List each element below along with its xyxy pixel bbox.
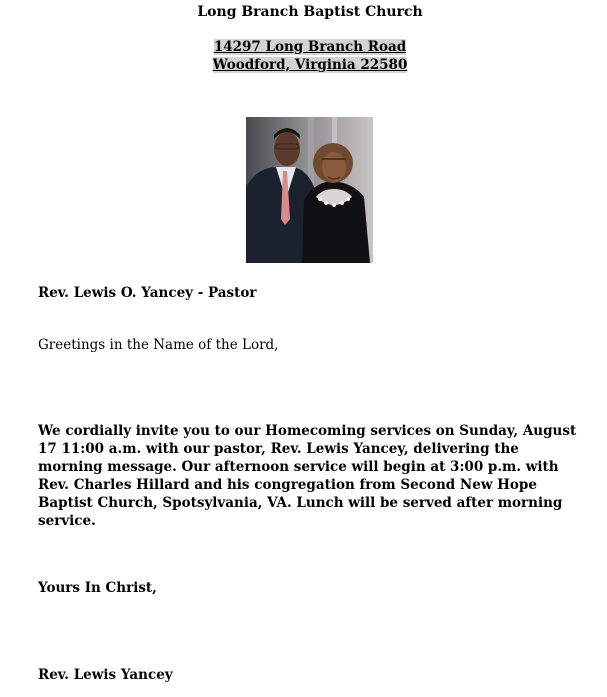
closing: Yours In Christ, — [38, 580, 157, 596]
greeting: Greetings in the Name of the Lord, — [38, 337, 279, 353]
address-line-2: Woodford, Virginia 22580 — [212, 57, 408, 73]
signature: Rev. Lewis Yancey — [38, 667, 173, 683]
church-name: Long Branch Baptist Church — [197, 4, 423, 20]
couple-photo — [246, 117, 373, 263]
pastor-line: Rev. Lewis O. Yancey - Pastor — [38, 285, 257, 301]
invitation-paragraph: We cordially invite you to our Homecoming services on Sunday, August 17 11:00 a.m. with our pastor, Rev. Lewis Yancey, delivering the morning message. Our afternoon service will begin at 3:00 p.m. with Rev. Charles Hillard and his congregation from Second New Hope Baptist Church, Spotsylvania, VA. Lunch will be served after morning service. — [38, 423, 577, 529]
address-line-1: 14297 Long Branch Road — [213, 39, 407, 55]
church-address — [0, 38, 607, 74]
